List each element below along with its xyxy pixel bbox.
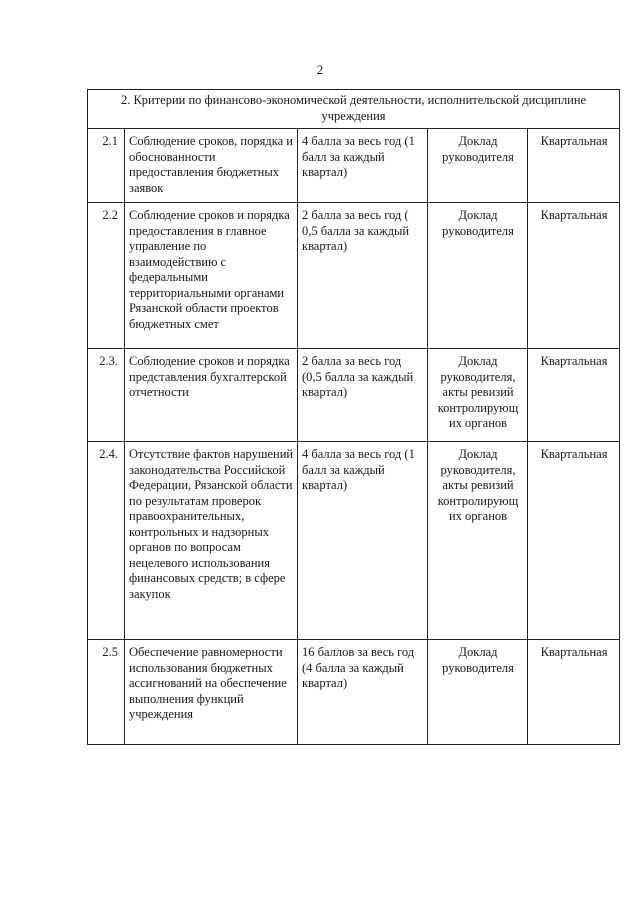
- periodicity-cell: Квартальная: [528, 640, 620, 745]
- source-cell: Доклад руководителя: [428, 203, 528, 349]
- row-number: 2.2: [88, 203, 125, 349]
- source-cell: Доклад руководителя, акты ревизий контролирующ их органов: [428, 442, 528, 640]
- periodicity-cell: Квартальная: [528, 442, 620, 640]
- criteria-table: [87, 89, 620, 745]
- criterion-cell: Обеспечение равномерности использования бюджетных ассигнований на обеспечение выполнения функций учреждения: [125, 640, 298, 745]
- criterion-cell: Соблюдение сроков и порядка предоставления в главное управление по взаимодействию с федеральными территориальными органами Рязанской области проектов бюджетных смет: [125, 203, 298, 349]
- periodicity-cell: Квартальная: [528, 349, 620, 442]
- source-cell: Доклад руководителя: [428, 640, 528, 745]
- table-row: [88, 640, 620, 745]
- table-row: [88, 203, 620, 349]
- points-cell: 2 балла за весь год ( 0,5 балла за каждый квартал): [298, 203, 428, 349]
- row-number: 2.3.: [88, 349, 125, 442]
- table-row: [88, 349, 620, 442]
- source-cell: Доклад руководителя: [428, 129, 528, 203]
- section-title: 2. Критерии по финансово-экономической деятельности, исполнительской дисциплине учреждения: [88, 90, 620, 129]
- points-cell: 4 балла за весь год (1 балл за каждый квартал): [298, 442, 428, 640]
- criterion-cell: Соблюдение сроков и порядка представления бухгалтерской отчетности: [125, 349, 298, 442]
- periodicity-cell: Квартальная: [528, 129, 620, 203]
- points-cell: 16 баллов за весь год (4 балла за каждый квартал): [298, 640, 428, 745]
- points-cell: 2 балла за весь год (0,5 балла за каждый квартал): [298, 349, 428, 442]
- page-number: 2: [316, 62, 324, 77]
- points-cell: 4 балла за весь год (1 балл за каждый квартал): [298, 129, 428, 203]
- periodicity-cell: Квартальная: [528, 203, 620, 349]
- row-number: 2.4.: [88, 442, 125, 640]
- table-row: [88, 129, 620, 203]
- source-cell: Доклад руководителя, акты ревизий контролирующ их органов: [428, 349, 528, 442]
- section-header-row: [88, 90, 620, 129]
- row-number: 2.1: [88, 129, 125, 203]
- criterion-cell: Соблюдение сроков, порядка и обоснованности предоставления бюджетных заявок: [125, 129, 298, 203]
- criterion-cell: Отсутствие фактов нарушений законодательства Российской Федерации, Рязанской области по результатам проверок правоохранительных, контрольных и надзорных органов по вопросам нецелевого использования финансовых средств; в сфере закупок: [125, 442, 298, 640]
- table-row: [88, 442, 620, 640]
- row-number: 2.5: [88, 640, 125, 745]
